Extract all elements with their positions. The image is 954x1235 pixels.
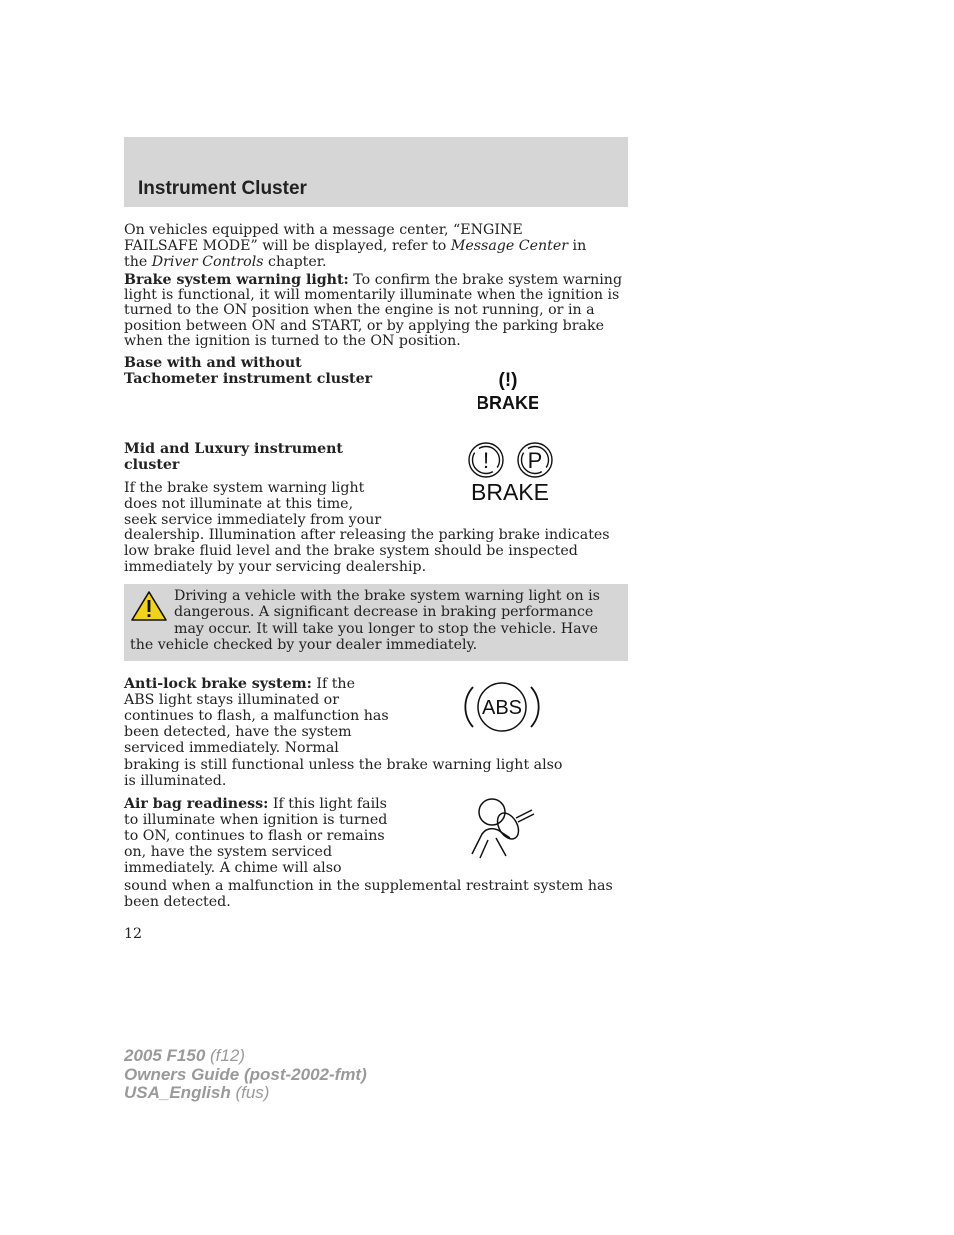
abs-rest: braking is still functional unless the brake warning light also is illuminated. <box>124 757 563 789</box>
airbag-lines: Air bag readiness: If this light fails to illuminate when ignition is turned to ON, continues to flash or remains on, have the system serviced immediately. A chime will also <box>124 796 388 876</box>
warning-callout <box>124 584 628 661</box>
section-title: Instrument Cluster <box>138 178 307 199</box>
svg-text:BRAKE: BRAKE <box>478 393 538 413</box>
abs-warning-icon <box>464 678 540 736</box>
brake-paragraph: Brake system warning light: To confirm the brake system warning light is functional, it will momentarily illuminate when the ignition is turned to the ON position when the engine is not running, or in a position between ON and START, or by applying the parking brake when the ignition is turned to the ON position. <box>124 272 623 349</box>
airbag-person-icon <box>466 796 538 860</box>
svg-text:BRAKE: BRAKE <box>471 479 549 504</box>
warning-text: Driving a vehicle with the brake system warning light on is dangerous. A significant decrease in braking performance may occur. It will take you longer to stop the vehicle. Have the vehicle checked by your dealer immediately. <box>130 588 600 654</box>
page-number: 12 <box>124 926 143 942</box>
warning-triangle-icon <box>130 590 168 622</box>
document-footer: 2005 F150 (f12) Owners Guide (post-2002-fmt) USA_English (fus) <box>124 1046 367 1102</box>
airbag-rest: sound when a malfunction in the supplemental restraint system has been detected. <box>124 878 613 910</box>
brake-followup-rest: dealership. Illumination after releasing the parking brake indicates low brake fluid level and the brake system should be inspected immediately by your servicing dealership. <box>124 527 610 575</box>
warning-text-block <box>130 588 620 654</box>
svg-text:P: P <box>527 448 543 473</box>
intro-paragraph: On vehicles equipped with a message center, “ENGINE FAILSAFE MODE” will be displayed, refer to Message Center in the Driver Controls chapter. <box>124 222 587 270</box>
svg-text:ABS: ABS <box>481 697 523 719</box>
svg-text:!: ! <box>482 448 490 473</box>
base-cluster-label: Base with and without Tachometer instrument cluster <box>124 355 373 387</box>
brake-parking-warning-icon <box>462 442 558 504</box>
abs-lines: Anti-lock brake system: If the ABS light stays illuminated or continues to flash, a malfunction has been detected, have the system serviced immediately. Normal <box>124 676 389 756</box>
svg-text:(!): (!) <box>498 370 518 391</box>
brake-followup-lines: If the brake system warning light does not illuminate at this time, seek service immediately from your <box>124 480 382 528</box>
mid-cluster-label: Mid and Luxury instrument cluster <box>124 441 343 473</box>
brake-warning-icon <box>478 368 538 414</box>
